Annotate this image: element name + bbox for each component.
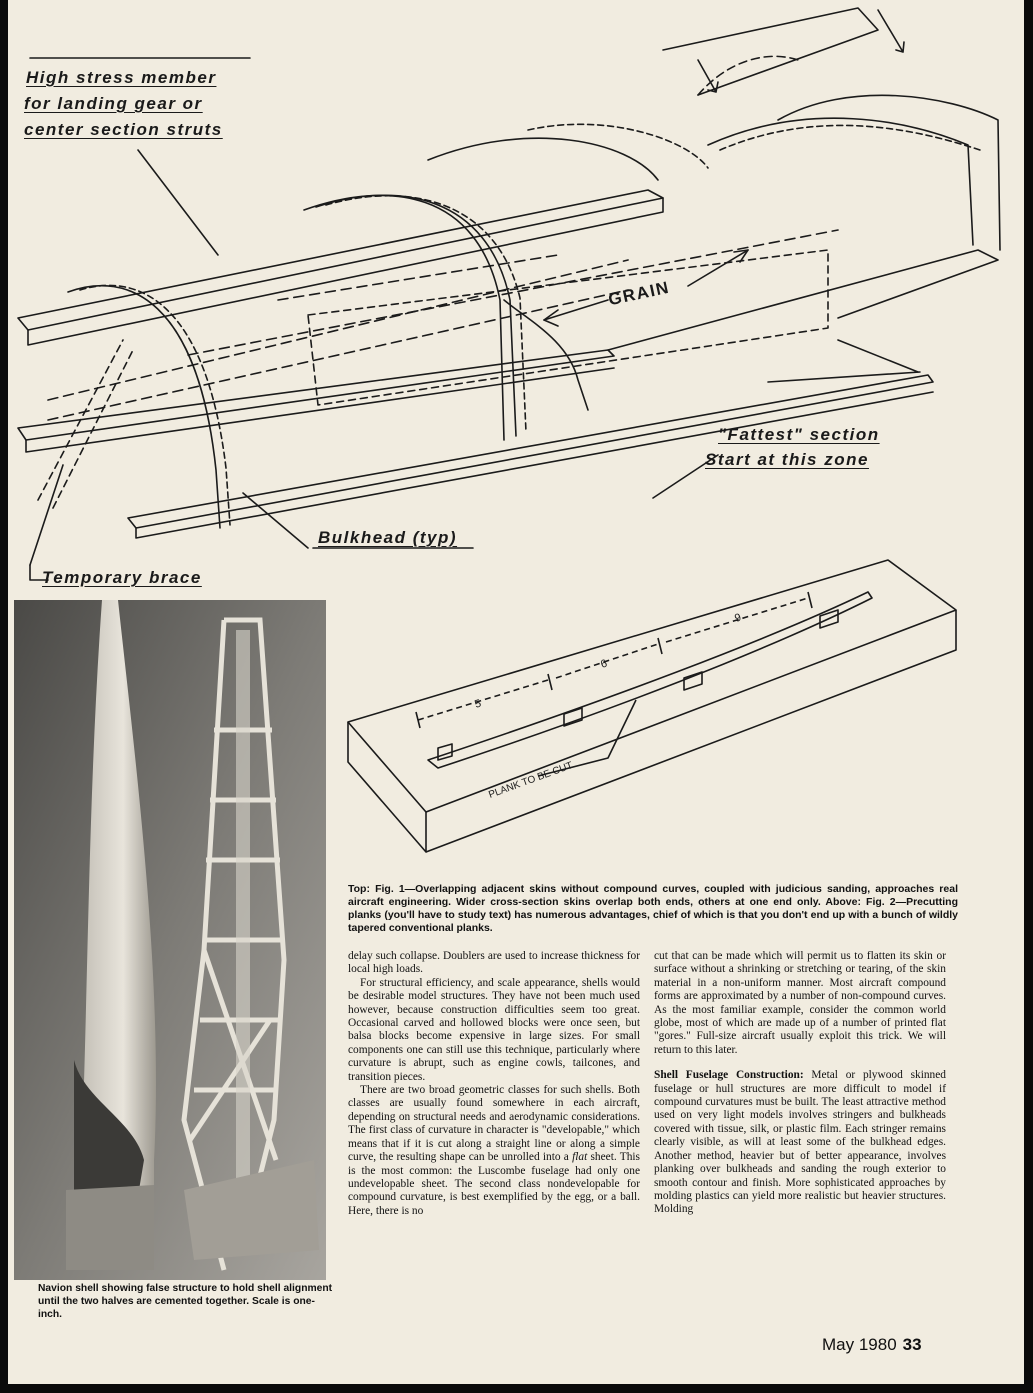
col1-paragraph-2: For structural efficiency, and scale appearance, shells would be desirable model structures. They have not been much used however, because construction difficulties seem too great. Occasional carved and hollowed blocks were once seen, but balsa blocks become expensive in large sizes. For small components one can still use this technique, particularly where curvature is abrupt, such as engine cowls, tailcones, and transition pieces. [348,976,640,1083]
plank-label: PLANK TO BE CUT [487,760,575,801]
label-fattest-line1: "Fattest" section [718,425,880,444]
col1-paragraph-1: delay such collapse. Doublers are used to increase thickness for local high loads. [348,950,640,976]
figure-2-diagram [8,0,1024,880]
figure-caption: Top: Fig. 1—Overlapping adjacent skins without compound curves, coupled with judicious sanding, approaches real aircraft engineering. Wider cross-section skins overlap both ends, others at one end only. Above: Fig. 2—Precutting planks (you'll have to study text) has numerous advantages, chief of which is that you don't end up with a bunch of wildly tapered conventional planks. [348,883,958,934]
page-footer [822,1335,922,1355]
jig-board-top [348,560,956,812]
col2-paragraph-2: Shell Fuselage Construction: Metal or plywood skinned fuselage or hull structures are more difficult to model if compound curvatures must be built. The least attractive method used on very light models involves stringers and bulkheads covered with tissue, silk, or plastic film. Each stringer remains clearly visible, as will at least some of the bulkhead edges. Another method, heavier but of better appearance, involves planking over bulkheads and sanding the rough exterior to smooth contour and finish. More sophisticated approaches by molding plastics can yield more realistic but heavier structures. Molding [654,1069,946,1216]
dim-6: 6 [599,657,609,671]
label-grain: GRAIN [606,277,672,310]
label-temporary-brace: Temporary brace [42,568,202,587]
issue-date: May 1980 [822,1335,897,1354]
body-column-1 [348,950,640,1218]
label-fattest-line2: Start at this zone [705,450,869,469]
photo-caption: Navion shell showing false structure to hold shell alignment until the two halves are cemented together. Scale is one-inch. [38,1283,333,1320]
jig-board-front [348,722,426,852]
label-bulkhead: Bulkhead (typ) [318,528,458,547]
label-high-stress-line1: High stress member [26,68,217,87]
section-heading: Shell Fuselage Construction: [654,1069,804,1082]
label-high-stress-line3: center section struts [24,120,223,139]
dim-5: 5 [473,697,483,711]
col1-paragraph-3: There are two broad geometric classes for such shells. Both classes are usually found somewhere in each aircraft, depending on structural needs and aerodynamic considerations. The first class of curvature in character is "developable," which means that if it is cut along a straight line or along a simple curve, the resulting shape can be unrolled into a flat sheet. This is the most common: the Luscombe fuselage had only one undevelopable sheet. The second class nondevelopable for compound curvature, is best exemplified by the egg, or a ball. Here, there is no [348,1084,640,1217]
body-column-2 [654,950,946,1217]
plank-strip [428,592,872,768]
col2-paragraph-1: cut that can be made which will permit us to flatten its skin or surface without a shrinking or stretching or tearing, of the skin material in a non-uniform manner. Most aircraft compound forms are approximated by a number of non-compound curves. As the most familiar example, consider the common world globe, most of which are made up of a number of printed flat "gores." Full-size aircraft usually exploit this trick. We will return to this later. [654,950,946,1056]
dim-9: 9 [733,611,743,625]
magazine-page [8,0,1024,1384]
page-number: 33 [902,1335,922,1354]
label-high-stress-line2: for landing gear or [24,94,203,113]
